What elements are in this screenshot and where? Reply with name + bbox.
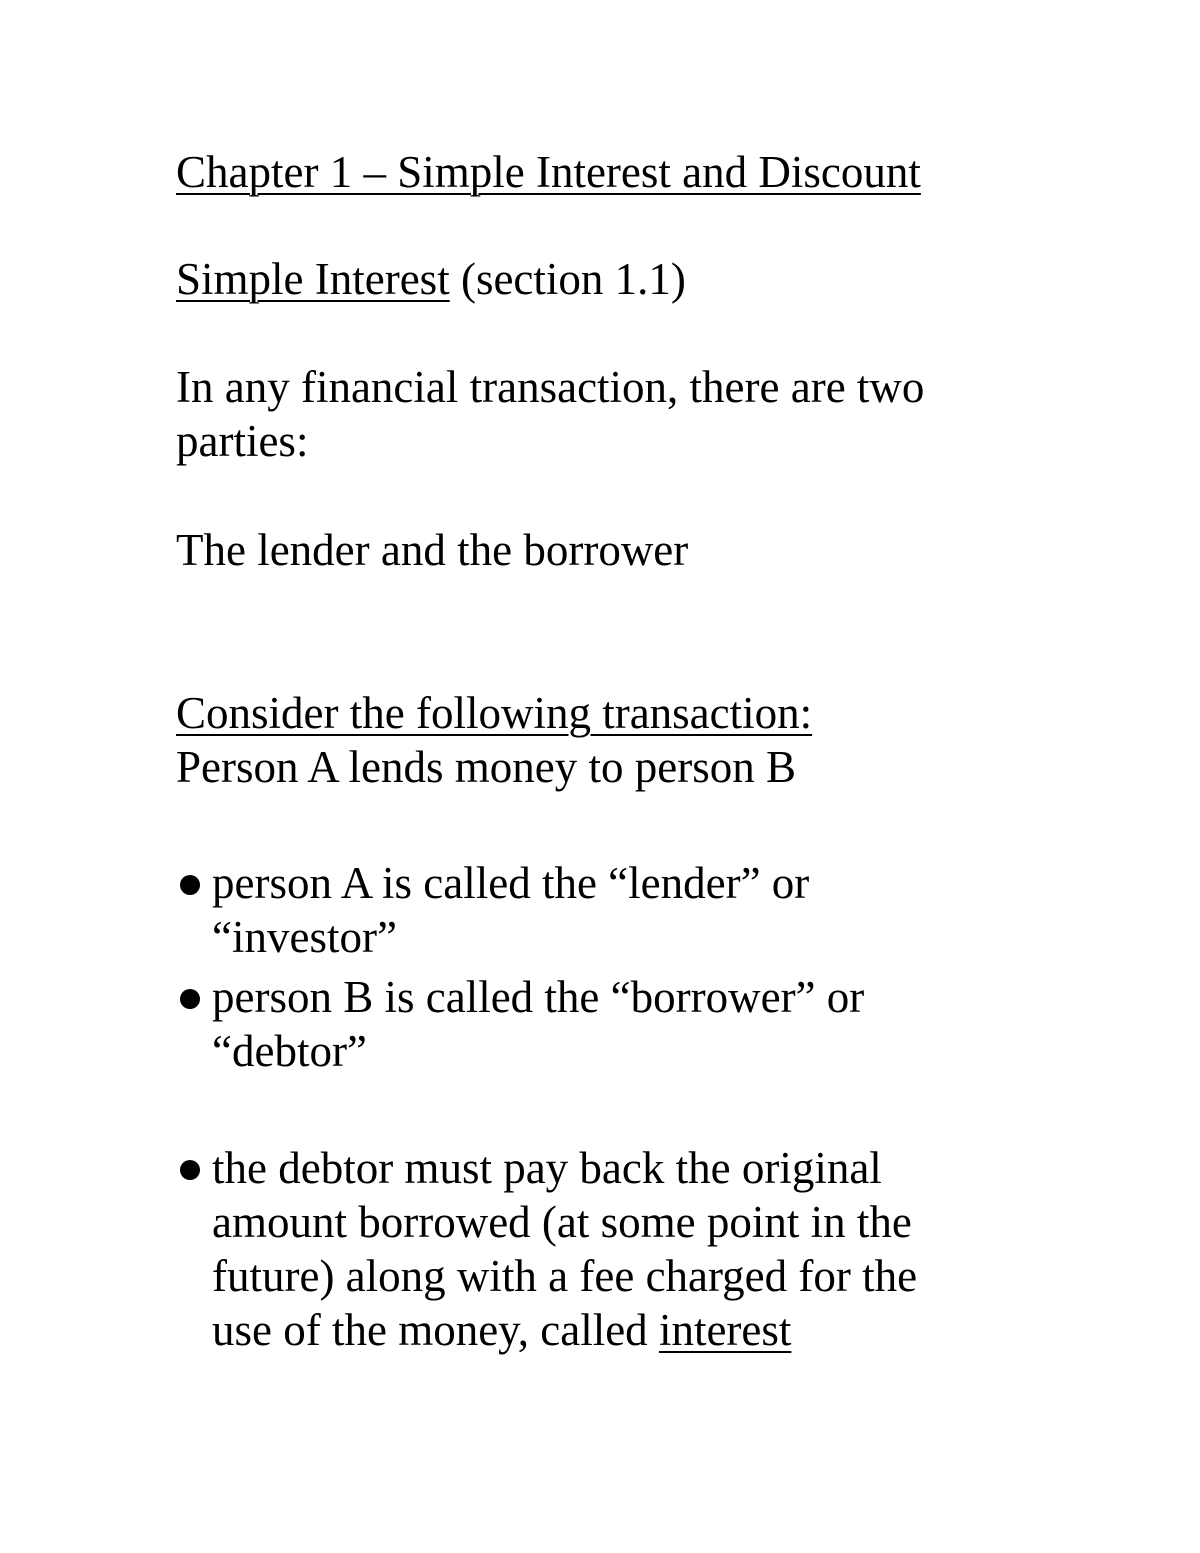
bullet-line: person A is called the “lender” or <box>212 858 810 908</box>
bullet-line: the debtor must pay back the original <box>212 1143 882 1193</box>
chapter-title-text: Chapter 1 – Simple Interest and Discount <box>176 147 921 197</box>
parties-statement: The lender and the borrower <box>176 525 689 575</box>
section-heading <box>176 252 686 306</box>
bullet-line: amount borrowed (at some point in the <box>212 1197 912 1247</box>
bullet-line: future) along with a fee charged for the <box>212 1251 918 1301</box>
section-title: Simple Interest <box>176 254 450 304</box>
bullet-line <box>212 1303 791 1357</box>
bullet-icon <box>180 989 200 1009</box>
bullet-line-prefix: use of the money, called <box>212 1305 659 1355</box>
example-label-text: Consider the following transaction: <box>176 688 813 738</box>
example-statement: Person A lends money to person B <box>176 742 796 792</box>
example-label <box>176 686 812 740</box>
bullet-line: “investor” <box>212 912 397 962</box>
bullet-icon <box>180 1160 200 1180</box>
intro-line-2: parties: <box>176 416 309 466</box>
bullet-line: person B is called the “borrower” or <box>212 972 865 1022</box>
section-reference: (section 1.1) <box>449 254 686 304</box>
bullet-line: “debtor” <box>212 1026 367 1076</box>
chapter-title <box>176 145 921 199</box>
interest-term: interest <box>658 1305 792 1355</box>
intro-line-1: In any financial transaction, there are two <box>176 362 925 412</box>
bullet-icon <box>180 875 200 895</box>
